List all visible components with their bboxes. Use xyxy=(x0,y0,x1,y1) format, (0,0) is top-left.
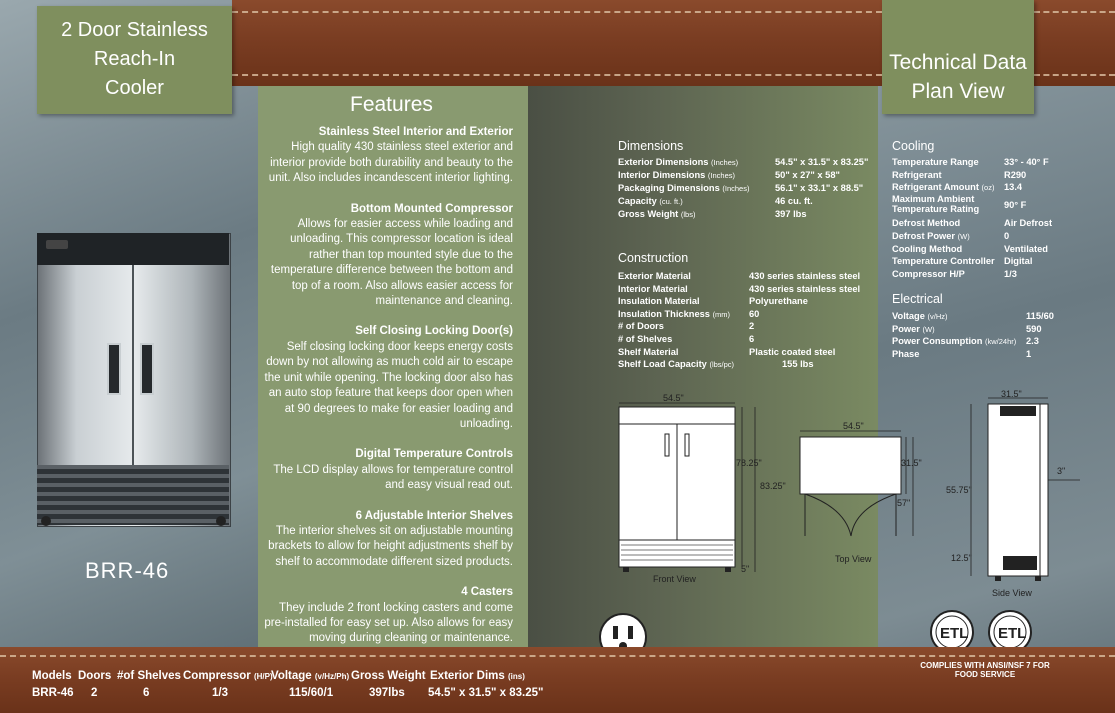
spec-value: Digital xyxy=(1004,256,1033,266)
header-label: Voltage xyxy=(271,670,312,682)
header-unit: (ins) xyxy=(507,672,525,681)
svg-text:ETL: ETL xyxy=(940,625,969,642)
spec-value: 430 series stainless steel xyxy=(749,283,861,294)
label-text: Voltage xyxy=(892,311,925,321)
product-title xyxy=(37,6,232,114)
spec-label xyxy=(618,183,749,193)
label-text: Insulation Material xyxy=(618,296,700,307)
header-label: Gross Weight xyxy=(351,670,426,682)
front-height-1-label: 78.25" xyxy=(736,458,762,468)
spec-label xyxy=(618,157,738,167)
label-text: Defrost Method xyxy=(892,218,961,228)
spec-value: 1/3 xyxy=(1004,268,1017,279)
unit-text: (lbs/pc) xyxy=(709,360,735,370)
label-text: Temperature Controller xyxy=(892,256,995,266)
top-view-drawing xyxy=(795,418,925,568)
spec-value: 54.5" x 31.5" x 83.25" xyxy=(775,157,869,167)
cooler-door-handle xyxy=(107,343,121,395)
spec-label xyxy=(618,284,688,294)
spec-value: 2.3 xyxy=(1026,336,1039,346)
spec-label xyxy=(618,196,683,206)
spec-label xyxy=(618,170,735,180)
side-height-label: 55.75" xyxy=(946,485,972,495)
spec-value: 2 xyxy=(749,321,755,332)
spec-label xyxy=(892,349,919,359)
table-header xyxy=(183,670,273,682)
label-text: Shelf Load Capacity xyxy=(618,359,707,370)
table-cell: 1/3 xyxy=(212,687,228,699)
spec-value: 1 xyxy=(1026,348,1032,359)
electrical-table xyxy=(892,311,1102,366)
unit-text: (W) xyxy=(957,232,970,241)
label-text: Refrigerant Amount xyxy=(892,182,979,192)
feature-body: They include 2 front locking casters and come pre-installed for easy set up. Also allows for easy moving during cleaning or maintenance. xyxy=(264,601,513,645)
spec-value: 6 xyxy=(749,334,755,344)
spec-label xyxy=(892,170,942,180)
label-text: Exterior Material xyxy=(618,271,691,281)
spec-value: 60 xyxy=(749,308,760,319)
leather-header-band-right xyxy=(1034,0,1115,86)
label-text: Maximum Ambient Temperature Rating xyxy=(892,194,980,214)
feature-heading: 4 Casters xyxy=(461,586,513,599)
spec-label xyxy=(892,256,995,266)
spec-label xyxy=(892,336,1016,346)
stitch-line xyxy=(232,11,882,13)
header-label: #of Shelves xyxy=(117,670,181,682)
cooler-top-panel xyxy=(37,233,229,265)
unit-text: (Inches) xyxy=(722,184,750,193)
title-line: Plan View xyxy=(911,80,1005,103)
spec-label xyxy=(618,359,734,369)
table-cell: 54.5" x 31.5" x 83.25" xyxy=(428,687,544,699)
spec-label xyxy=(618,334,672,344)
table-cell: 397lbs xyxy=(369,687,405,699)
model-name: BRR-46 xyxy=(85,558,170,583)
spec-value: 115/60 xyxy=(1026,311,1054,321)
front-view-drawing xyxy=(605,390,800,590)
unit-text: (lbs) xyxy=(680,210,696,219)
features-title: Features xyxy=(350,93,433,116)
header-label: Exterior Dims xyxy=(430,670,505,682)
caster-icon xyxy=(216,516,226,526)
front-width-label: 54.5" xyxy=(663,393,684,403)
features-list xyxy=(258,125,513,662)
side-foot-label: 12.5" xyxy=(951,553,972,563)
unit-text: (kw/24hr) xyxy=(984,337,1017,346)
unit-text: (v/Hz) xyxy=(927,312,948,321)
side-view-label: Side View xyxy=(992,588,1032,598)
label-text: Refrigerant xyxy=(892,169,942,180)
spec-label xyxy=(892,157,979,167)
stitch-line xyxy=(1034,74,1115,76)
header-unit: (H/P) xyxy=(253,672,273,681)
label-text: Power xyxy=(892,323,920,334)
technical-data-title xyxy=(882,0,1034,114)
spec-value: 0 xyxy=(1004,231,1010,241)
svg-text:ETL: ETL xyxy=(998,625,1027,642)
side-depth-label: 31.5" xyxy=(1001,389,1022,399)
front-height-2-label: 83.25" xyxy=(760,481,786,491)
table-header xyxy=(32,670,72,682)
table-header xyxy=(117,670,181,682)
feature-heading: Stainless Steel Interior and Exterior xyxy=(318,126,513,138)
spec-label xyxy=(892,269,965,279)
cooling-table xyxy=(892,157,1102,282)
table-header xyxy=(351,670,426,682)
cooler-logo-badge xyxy=(46,240,68,249)
label-text: Compressor H/P xyxy=(892,268,965,279)
spec-value: 590 xyxy=(1026,323,1042,334)
spec-label xyxy=(618,271,691,281)
dimensions-table xyxy=(618,157,878,227)
construction-table xyxy=(618,271,878,376)
feature-body: Allows for easier access while loading and unloading. This compressor location is ideal rather than top mounted style due to the temperature difference between the bottom and top of a room. Also allows easier access for maintenance and cleaning. xyxy=(270,218,513,308)
spec-value: 155 lbs xyxy=(782,359,814,370)
spec-label xyxy=(892,182,994,192)
spec-value: Plastic coated steel xyxy=(749,346,836,357)
feature-body: The LCD display allows for temperature control and easy visual read out. xyxy=(273,463,513,492)
side-clearance-label: 3" xyxy=(1057,466,1066,476)
header-unit: (v/Hz/Ph) xyxy=(314,672,350,681)
spec-value: 397 lbs xyxy=(775,209,807,219)
label-text: Shelf Material xyxy=(618,346,679,357)
spec-value: 56.1" x 33.1" x 88.5" xyxy=(775,183,864,193)
spec-value: 50" x 27" x 58" xyxy=(775,170,840,180)
table-cell: BRR-46 xyxy=(32,687,74,699)
label-text: # of Doors xyxy=(618,321,664,332)
spec-label xyxy=(892,311,947,321)
cooler-door-split xyxy=(132,265,134,465)
unit-text: (Inches) xyxy=(711,158,739,167)
spec-value: 13.4 xyxy=(1004,182,1023,192)
table-header xyxy=(430,670,525,682)
label-text: # of Shelves xyxy=(618,334,673,344)
spec-label xyxy=(618,347,678,357)
title-line: Cooler xyxy=(105,77,164,99)
label-text: Cooling Method xyxy=(892,243,963,254)
table-cell: 2 xyxy=(91,687,98,699)
title-line: 2 Door Stainless xyxy=(61,19,208,41)
unit-text: (Inches) xyxy=(707,171,735,180)
spec-label xyxy=(618,321,664,331)
top-depth-label: 31.5" xyxy=(901,458,922,468)
spec-value: Polyurethane xyxy=(749,296,808,307)
label-text: Exterior Dimensions xyxy=(618,157,709,167)
stitch-line xyxy=(1034,11,1115,13)
cooler-vent-grille xyxy=(37,465,229,525)
spec-value: Air Defrost xyxy=(1004,218,1053,228)
cooler-door-handle xyxy=(140,343,154,395)
label-text: Temperature Range xyxy=(892,157,979,167)
label-text: Interior Material xyxy=(618,283,688,294)
spec-label xyxy=(892,324,935,334)
header-label: Models xyxy=(32,670,72,682)
dimensions-title: Dimensions xyxy=(618,139,684,153)
top-view-label: Top View xyxy=(835,554,872,564)
table-header xyxy=(78,670,111,682)
label-text: Packaging Dimensions xyxy=(618,183,720,193)
feature-heading: Digital Temperature Controls xyxy=(355,448,513,461)
top-width-label: 54.5" xyxy=(843,421,864,431)
label-text: Phase xyxy=(892,348,920,359)
caster-icon xyxy=(41,516,51,526)
spec-label xyxy=(618,309,730,319)
feature-heading: Self Closing Locking Door(s) xyxy=(355,325,513,338)
spec-label xyxy=(618,209,695,219)
table-cell: 6 xyxy=(143,687,150,699)
certification-text: COMPLIES WITH ANSI/NSF 7 FOR FOOD SERVICE xyxy=(920,661,1050,679)
spec-label xyxy=(892,218,960,228)
spec-label xyxy=(892,195,997,214)
label-text: Gross Weight xyxy=(618,209,679,219)
front-foot-label: 5" xyxy=(741,564,750,574)
label-text: Insulation Thickness xyxy=(618,308,710,319)
title-line: Reach-In xyxy=(93,48,176,70)
feature-heading: Bottom Mounted Compressor xyxy=(350,202,513,215)
feature-heading: 6 Adjustable Interior Shelves xyxy=(355,509,513,522)
label-text: Defrost Power xyxy=(892,231,956,241)
unit-text: (oz) xyxy=(981,183,995,192)
top-door-label: 57" xyxy=(897,498,911,508)
spec-label xyxy=(618,296,700,306)
front-view-label: Front View xyxy=(653,574,696,584)
header-label: Doors xyxy=(78,670,112,682)
construction-title: Construction xyxy=(618,251,689,265)
leather-header-band xyxy=(232,0,882,86)
title-line: Technical Data xyxy=(889,51,1027,74)
spec-value: 90° F xyxy=(1004,200,1027,210)
header-label: Compressor xyxy=(183,670,251,682)
cooling-title: Cooling xyxy=(892,139,935,153)
label-text: Capacity xyxy=(618,196,657,206)
spec-label xyxy=(892,231,970,241)
unit-text: (cu. ft.) xyxy=(659,197,683,206)
feature-body: The interior shelves sit on adjustable mounting brackets to allow for height adjustments shelf by shelf to accommodate different sized products. xyxy=(268,524,513,568)
electrical-title: Electrical xyxy=(892,292,943,306)
spec-label xyxy=(892,244,962,254)
unit-text: (mm) xyxy=(712,309,731,319)
feature-body: High quality 430 stainless steel exterior and interior provide both durability and beauty to the unit. Also includes incandescent interior lighting. xyxy=(268,141,513,185)
stitch-line xyxy=(0,655,1115,657)
stitch-line xyxy=(232,74,882,76)
table-cell: 115/60/1 xyxy=(289,687,334,699)
spec-value: 46 cu. ft. xyxy=(775,196,813,206)
side-view-drawing xyxy=(945,388,1085,600)
spec-value: R290 xyxy=(1004,169,1027,180)
table-header xyxy=(271,670,349,682)
feature-body: Self closing locking door keeps energy costs down by not allowing as much cold air to escape the unit while opening. The locking door also has an auto stop feature that keeps door open when at 90 degrees to make for easier loading and unloading. xyxy=(264,340,513,430)
spec-value: 33° - 40° F xyxy=(1004,157,1049,167)
spec-value: Ventilated xyxy=(1004,243,1048,254)
label-text: Power Consumption xyxy=(892,336,983,346)
spec-value: 430 series stainless steel xyxy=(749,271,861,281)
label-text: Interior Dimensions xyxy=(618,170,706,180)
unit-text: (W) xyxy=(922,324,935,334)
